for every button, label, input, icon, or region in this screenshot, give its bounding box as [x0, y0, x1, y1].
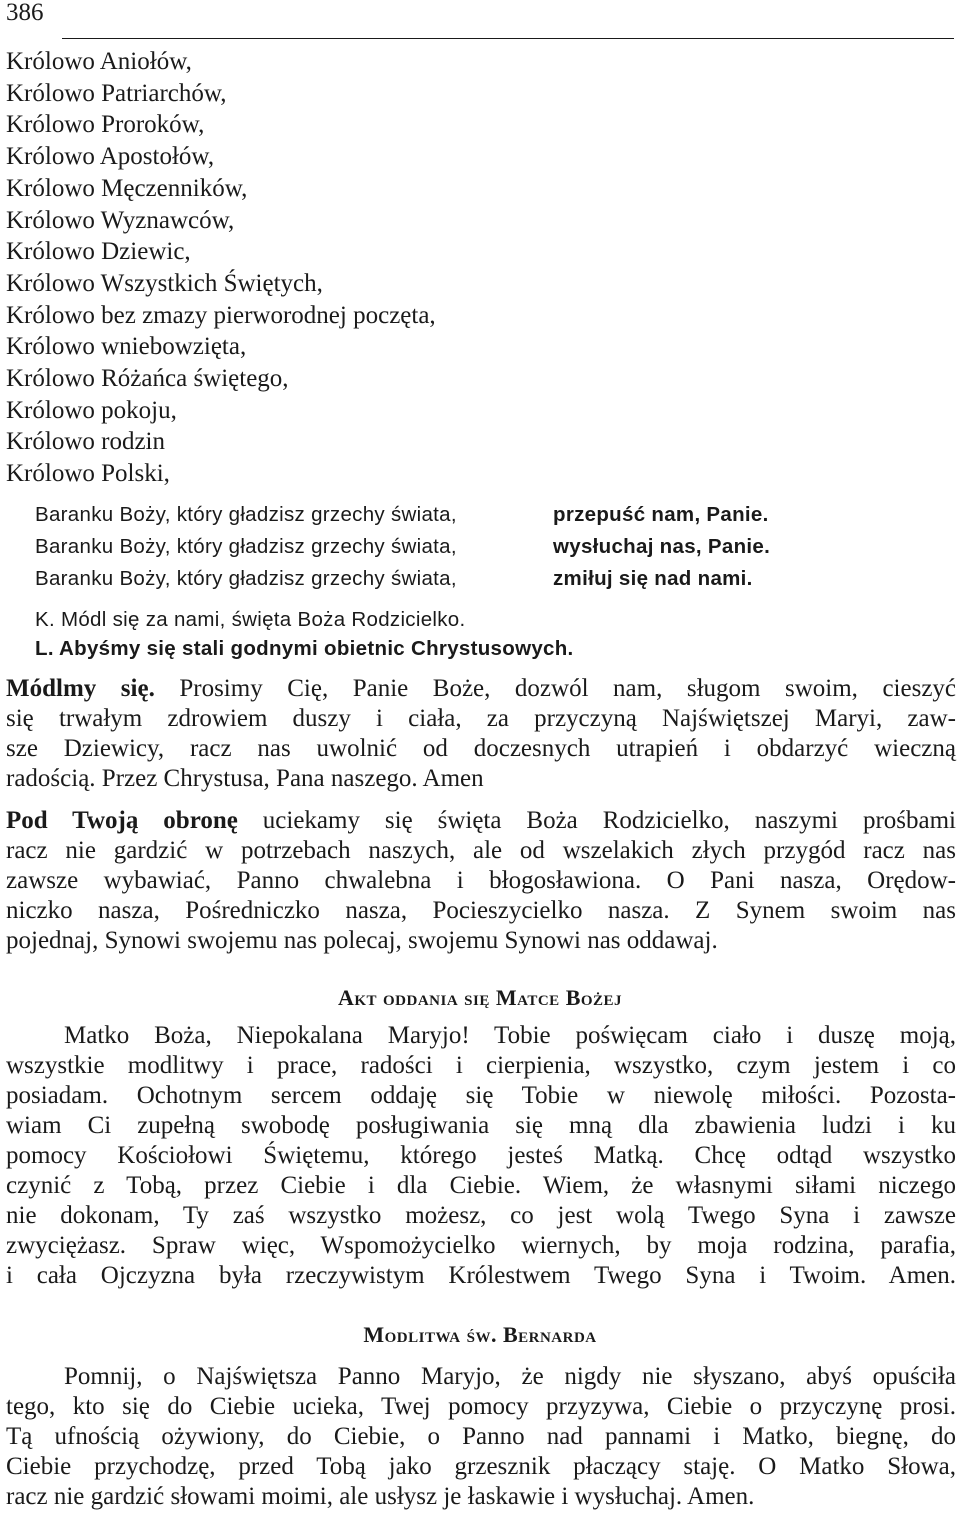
- prayer-pod-twoja-obrone: [6, 806, 956, 956]
- prayer-line: pojednaj, Synowi swojemu nas polecaj, swojemu Synowi nas oddawaj.: [6, 927, 718, 954]
- page-number: 386: [6, 0, 44, 26]
- prayer-line: racz nie gardzić słowami moimi, ale usłysz je łaskawie i wysłuchaj. Amen.: [6, 1483, 755, 1510]
- prayer-lead: Módlmy się.: [6, 675, 155, 702]
- agnus-dei-row: [35, 499, 955, 531]
- prayer-line: Tą ufnością ożywiony, do Ciebie, o Panno nad pannami i Matko, biegnę, do: [6, 1423, 956, 1450]
- prayer-line: wiam Ci zupełną swobodę posługiwania się mną dla zbawienia ludzi i ku: [6, 1112, 956, 1139]
- agnus-response: przepuść nam, Panie.: [553, 503, 769, 526]
- prayer-lead: Pod Twoją obronę: [6, 807, 238, 834]
- agnus-response: zmiłuj się nad nami.: [553, 567, 753, 590]
- litany-line: Królowo Dziewic,: [6, 238, 191, 266]
- prayer-line: czynić z Tobą, przez Ciebie i dla Ciebie. Wiem, że własnymi siłami niczego: [6, 1172, 956, 1199]
- agnus-response: wysłuchaj nas, Panie.: [553, 535, 771, 558]
- agnus-dei-row: [35, 563, 955, 595]
- prayer-line: Módlmy się. Prosimy Cię, Panie Boże, dozwól nam, sługom swoim, cieszyć: [6, 675, 957, 702]
- prayer-modlmy-sie: [6, 674, 956, 794]
- litany-line: Królowo Aniołów,: [6, 48, 192, 75]
- prayer-line: Pod Twoją obronę uciekamy się święta Boża Rodzicielko, naszymi prośbami: [6, 807, 956, 834]
- prayer-line: zawsze wybawiać, Panno chwalebna i błogosławiona. O Pani nasza, Orędow-: [6, 867, 956, 894]
- litany-line: Królowo pokoju,: [6, 396, 177, 424]
- litany-line: Królowo rodzin: [6, 428, 165, 456]
- agnus-call: Baranku Boży, który gładzisz grzechy świata,: [35, 503, 457, 526]
- litany-line: Królowo wniebowzięta,: [6, 333, 247, 361]
- section-title-modlitwa-bernarda: Modlitwa św. Bernarda: [363, 1322, 597, 1347]
- versicle-k: K. Módl się za nami, święta Boża Rodzicielko.: [35, 608, 466, 631]
- prayer-line: sze Dziewicy, racz nas uwolnić od doczesnych utrapień i obdarzyć wieczną: [6, 735, 956, 762]
- litany-line: Królowo Wyznawców,: [6, 206, 235, 234]
- prayer-line: nie dokonam, Ty zaś wszystko możesz, co jest wolą Twego Syna i zawsze: [6, 1202, 956, 1229]
- litany-line: Królowo bez zmazy pierworodnej poczęta,: [6, 301, 436, 329]
- prayer-line: Pomnij, o Najświętsza Panno Maryjo, że nigdy nie słyszano, abyś opuściła: [64, 1363, 956, 1390]
- prayer-line: wszystkie modlitwy i prace, radości i cierpienia, wszystko, czym jestem i co: [6, 1052, 956, 1079]
- litany-line: Królowo Męczenników,: [6, 174, 248, 202]
- prayer-line: posiadam. Ochotnym sercem oddaję się Tobie w niewolę miłości. Pozosta-: [6, 1082, 956, 1109]
- section-title-akt-oddania: Akt oddania się Matce Bożej: [337, 985, 623, 1010]
- prayer-line: Ciebie przychodzę, przed Tobą jako grzesznik płaczący staję. O Matko Słowa,: [6, 1453, 956, 1480]
- versicle-l: L. Abyśmy się stali godnymi obietnic Chrystusowych.: [35, 636, 574, 660]
- agnus-dei-row: [35, 531, 955, 563]
- prayer-line: niczko nasza, Pośredniczko nasza, Pocieszycielko nasza. Z Synem swoim nas: [6, 897, 956, 924]
- litany-line: Królowo Patriarchów,: [6, 79, 227, 107]
- litany-line: Królowo Wszystkich Świętych,: [6, 269, 323, 297]
- litany-line: Królowo Różańca świętego,: [6, 365, 289, 393]
- prayer-line: i cała Ojczyzna była rzeczywistym Królestwem Twego Syna i Twoim. Amen.: [6, 1262, 956, 1289]
- versicle: [35, 606, 955, 663]
- prayer-line: Matko Boża, Niepokalana Maryjo! Tobie poświęcam ciało i duszę moją,: [64, 1022, 956, 1049]
- prayer-line: radością. Przez Chrystusa, Pana naszego. Amen: [6, 765, 484, 792]
- prayer-modlitwa-bernarda: [6, 1362, 956, 1512]
- litany-line: Królowo Polski,: [6, 460, 170, 488]
- prayer-line: racz nie gardzić w potrzebach naszych, ale od wszelakich złych przygód racz nas: [6, 837, 956, 864]
- header-rule: [62, 38, 954, 39]
- agnus-call: Baranku Boży, który gładzisz grzechy świata,: [35, 535, 457, 558]
- litany-line: Królowo Apostołów,: [6, 143, 215, 171]
- agnus-dei: [35, 499, 955, 595]
- prayer-line: się trwałym zdrowiem duszy i ciała, za przyczyną Najświętszej Maryi, zaw-: [6, 705, 956, 732]
- litany-line: Królowo Proroków,: [6, 111, 205, 139]
- prayer-line: tego, kto się do Ciebie ucieka, Twej pomocy przyzywa, Ciebie o przyczynę prosi.: [6, 1393, 956, 1420]
- prayer-akt-oddania: [6, 1021, 956, 1291]
- prayer-line: pomocy Kościołowi Świętemu, którego jesteś Matką. Chcę odtąd wszystko: [6, 1142, 956, 1169]
- prayer-line: zwyciężasz. Spraw więc, Wspomożycielko wiernych, by moja rodzina, parafia,: [6, 1232, 956, 1259]
- agnus-call: Baranku Boży, który gładzisz grzechy świata,: [35, 567, 457, 590]
- litany: [6, 46, 956, 490]
